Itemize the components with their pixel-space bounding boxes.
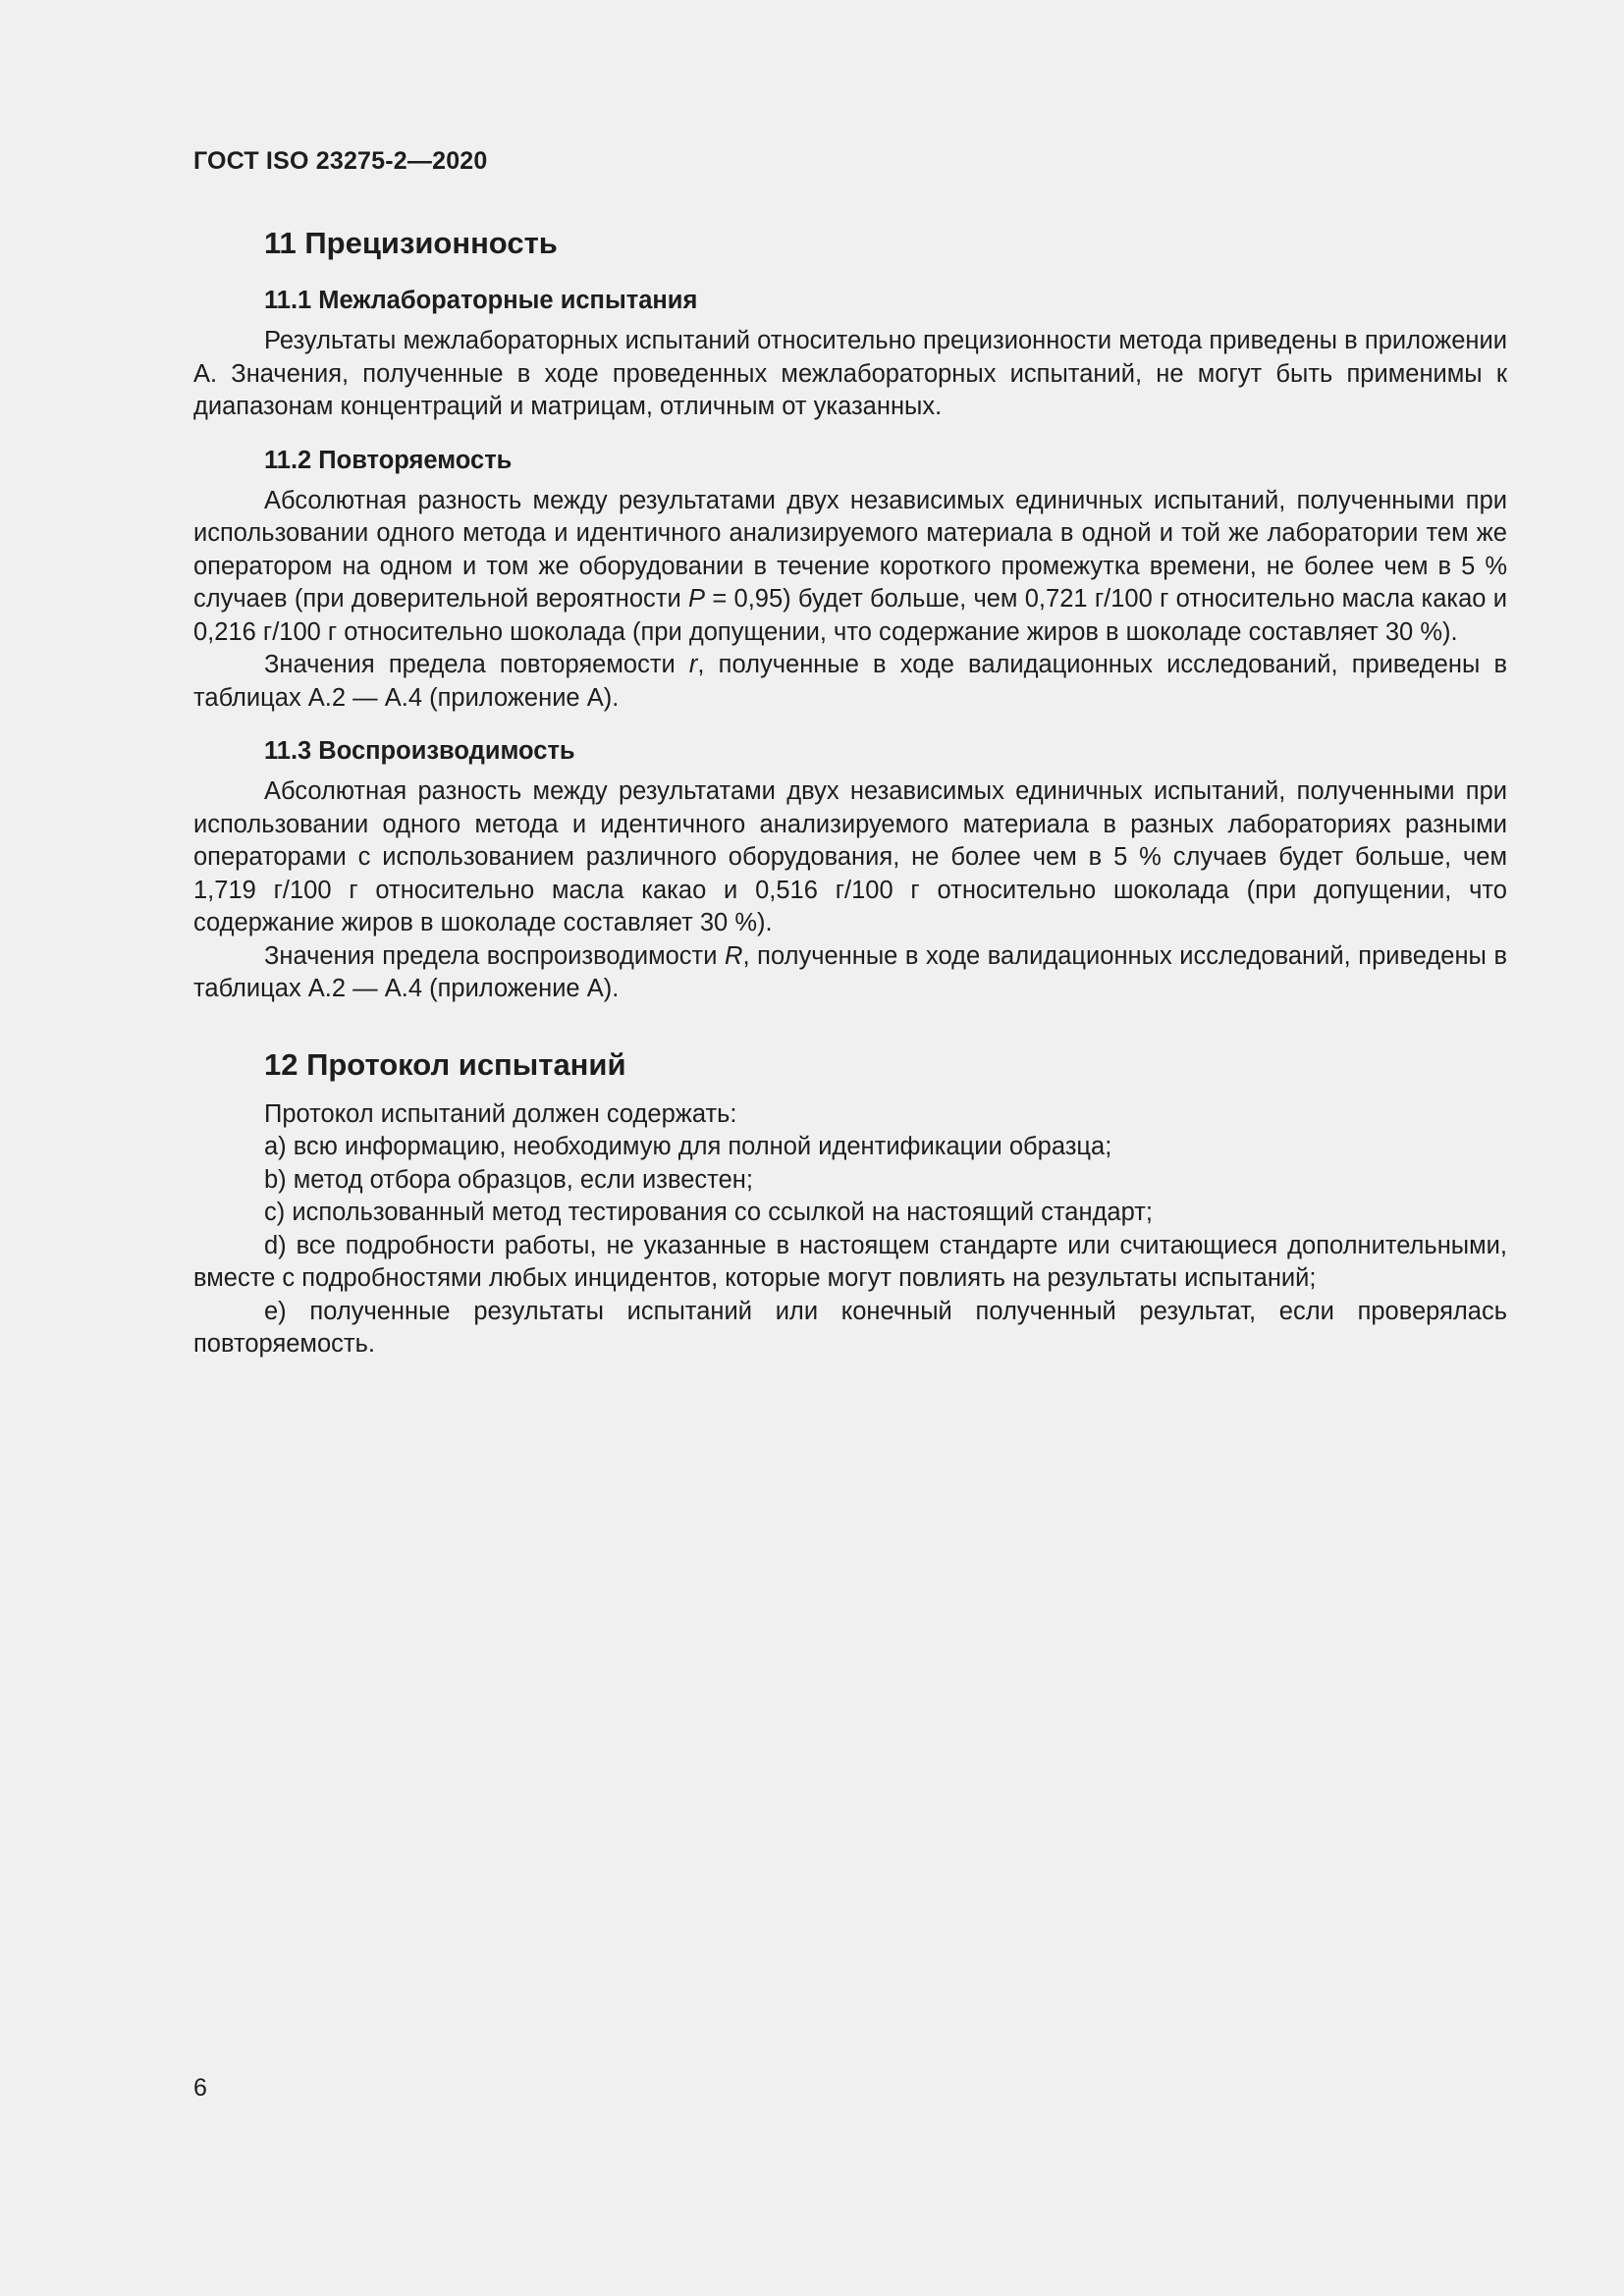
- subsection-11-2-title: 11.2 Повторяемость: [264, 446, 513, 474]
- section-12-title: 12 Протокол испытаний: [264, 1046, 626, 1082]
- subsection-11-3-title: 11.3 Воспроизводимость: [264, 737, 575, 765]
- variable-capital-r: R: [725, 941, 743, 970]
- paragraph-text: Абсолютная разность между результатами двух независимых единичных испытаний, полученными при использовании одного метода и идентичного анализируемого материала в одной и той же лаборатории тем же оператором на одном и том же оборудовании в течение короткого промежутка времени, не более чем в 5 % случаев (при доверительной вероятности: [193, 486, 1507, 613]
- variable-r: r: [688, 651, 698, 678]
- protocol-list-item: d) все подробности работы, не указанные в настоящем стандарте или считающиеся дополнительными, вместе с подробностями любых инцидентов, которые могут повлиять на результаты испытаний;: [193, 1231, 1507, 1292]
- subsection-11-1-paragraph: Результаты межлабораторных испытаний относительно прецизионности метода приведены в приложении А. Значения, полученные в ходе проведенных межлабораторных испытаний, не могут быть применимы к диапазонам концентраций и матрицам, отличным от указанных.: [193, 327, 1507, 420]
- variable-p: P: [688, 585, 706, 613]
- page-number: 6: [193, 2074, 207, 2102]
- subsection-11-2-paragraph-2: [193, 649, 1507, 715]
- subsection-11-3-paragraph-2: [193, 940, 1507, 1006]
- protocol-list-item: c) использованный метод тестирования со ссылкой на настоящий стандарт;: [264, 1199, 1154, 1226]
- subsection-11-1-title: 11.1 Межлабораторные испытания: [264, 287, 698, 314]
- paragraph-text: , полученные в ходе валидационных исследований, приведены в таблицах А.2 — А.4 (приложение А).: [193, 651, 1507, 712]
- paragraph-text: Значения предела воспроизводимости: [264, 941, 726, 970]
- section-12-intro: Протокол испытаний должен содержать:: [264, 1099, 737, 1128]
- subsection-11-3-paragraph-1: Абсолютная разность между результатами двух независимых единичных испытаний, полученными при использовании одного метода и идентичного анализируемого материала в разных лабораториях разными операторами с использованием различного оборудования, не более чем в 5 % случаев будет больше, чем 1,719 г/100 г относительно масла какао и 0,516 г/100 г относительно шоколада (при допущении, что содержание жиров в шоколаде составляет 30 %).: [193, 777, 1507, 936]
- document-body: [193, 224, 1507, 1362]
- protocol-list-item: b) метод отбора образцов, если известен;: [264, 1165, 753, 1194]
- paragraph-text: Значения предела повторяемости: [264, 651, 689, 678]
- paragraph-text: = 0,95) будет больше, чем 0,721 г/100 г относительно масла какао и 0,216 г/100 г относительно шоколада (при допущении, что содержание жиров в шоколаде составляет 30 %).: [193, 585, 1508, 646]
- subsection-11-2-paragraph-1: [193, 485, 1507, 650]
- section-11-title: 11 Прецизионность: [264, 226, 558, 260]
- protocol-list-item: a) всю информацию, необходимую для полной идентификации образца;: [264, 1133, 1112, 1160]
- document-id-header: ГОСТ ISO 23275-2—2020: [193, 147, 488, 175]
- paragraph-text: , полученные в ходе валидационных исследований, приведены в таблицах А.2 — А.4 (приложение А).: [193, 941, 1507, 1002]
- protocol-list-item: e) полученные результаты испытаний или конечный полученный результат, если проверялась повторяемость.: [193, 1297, 1507, 1358]
